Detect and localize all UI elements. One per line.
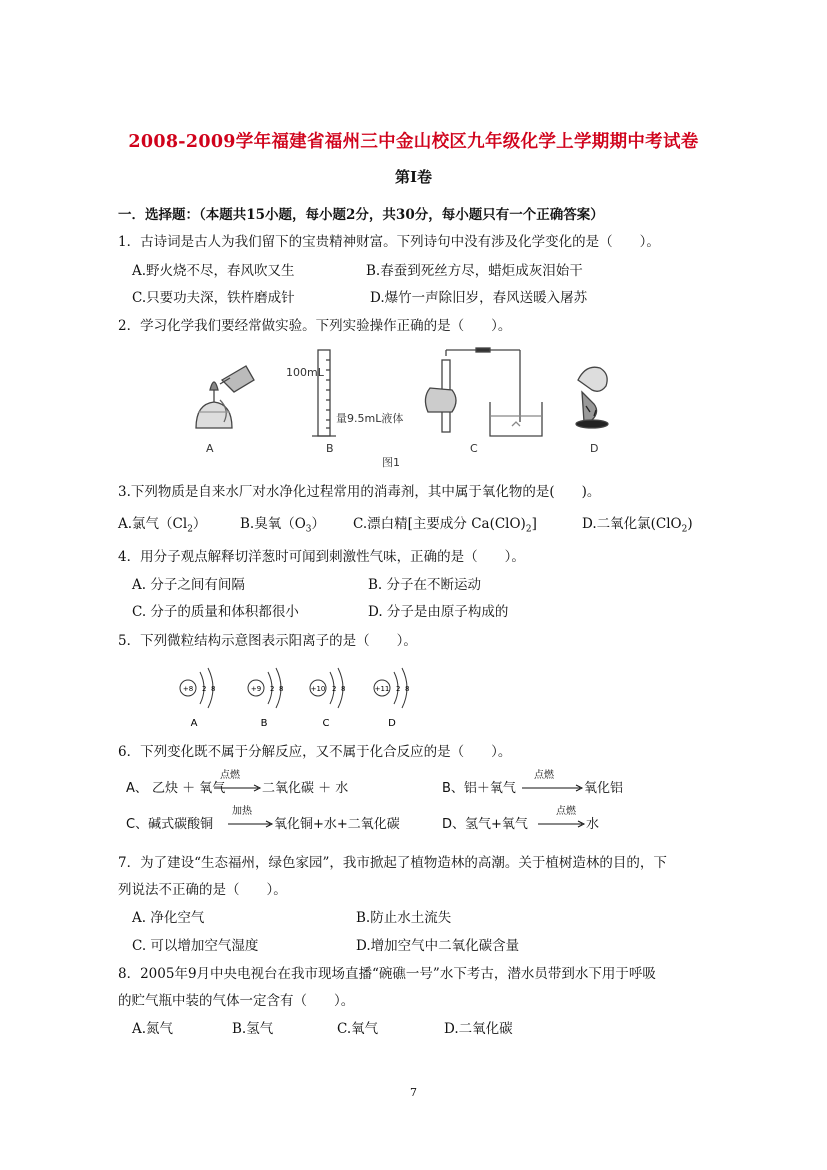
q5-atom-diagrams: [170, 660, 430, 736]
q8-option-b: B.氢气: [232, 1021, 274, 1037]
q6-d-products: 水: [586, 817, 600, 832]
figure-caption: 图1: [382, 456, 400, 469]
atom-diagram-a: [180, 668, 215, 729]
atom-d-shell1: 2: [396, 685, 401, 693]
q8-stem-line1: 8．2005年9月中央电视台在我市现场直播“碗礁一号”水下考古，潜水员带到水下用于呼吸: [118, 966, 656, 982]
q2-stem: 2．学习化学我们要经常做实验。下列实验操作正确的是（ ）。: [118, 318, 512, 334]
q3-b-text: B.臭氧（O: [240, 516, 306, 532]
q6-c-reactants: C、碱式碳酸铜: [126, 817, 214, 832]
atom-d-shell2: 8: [405, 685, 410, 693]
q1-option-a: A.野火烧不尽，春风吹又生: [132, 263, 295, 279]
q3-c-subscript: 2: [525, 524, 532, 535]
volume-heading: 第Ⅰ卷: [394, 168, 433, 186]
q6-stem: 6．下列变化既不属于分解反应，又不属于化合反应的是（ ）。: [118, 744, 512, 760]
fig-label-a: A: [206, 442, 214, 455]
atom-b-nucleus: +9: [250, 685, 262, 693]
atom-diagram-d: [374, 668, 409, 729]
q1-stem: 1．古诗词是古人为我们留下的宝贵精神财富。下列诗句中没有涉及化学变化的是（ ）。: [118, 234, 660, 250]
q6-c-products: 氧化铜+水+二氧化碳: [274, 817, 400, 832]
q7-stem-line1: 7．为了建设“生态福州，绿色家园”，我市掀起了植物造林的高潮。关于植树造林的目的，下: [118, 855, 667, 871]
q6-d-condition: 点燃: [556, 806, 576, 817]
q6-b-products: 氧化铝: [584, 781, 624, 796]
q4-option-d: D. 分子是由原子构成的: [368, 604, 509, 620]
q7-stem-line2: 列说法不正确的是（ ）。: [118, 882, 287, 898]
q3-option-c: [353, 512, 537, 535]
cylinder-note: 量9.5mL液体: [336, 412, 404, 425]
q3-c-text: C.漂白精[主要成分 Ca(ClO): [353, 516, 526, 532]
q7-option-a: A. 净化空气: [132, 910, 205, 926]
atom-c-shell2: 8: [341, 685, 346, 693]
atom-b-shell2: 8: [279, 685, 284, 693]
q5-stem: 5．下列微粒结构示意图表示阳离子的是（ ）。: [118, 633, 417, 649]
exam-title: 2008-2009学年福建省福州三中金山校区九年级化学上学期期中考试卷: [128, 132, 699, 152]
q8-option-a: A.氮气: [132, 1021, 174, 1037]
q3-option-b: [240, 512, 325, 535]
fig-label-b: B: [326, 442, 334, 455]
q2-experiment-figure: [190, 340, 630, 472]
graduated-cylinder-illustration: [312, 350, 336, 436]
gas-tightness-test-illustration: [425, 348, 542, 436]
atom-a-label: A: [190, 718, 198, 729]
q3-stem: 3.下列物质是自来水厂对水净化过程常用的消毒剂，其中属于氧化物的是( )。: [118, 484, 601, 500]
q3-option-a: [118, 512, 206, 535]
q3-d-close: ): [687, 516, 693, 532]
q7-option-b: B.防止水土流失: [356, 910, 452, 926]
q8-option-d: D.二氧化碳: [444, 1021, 513, 1037]
q3-b-subscript: 3: [305, 524, 312, 535]
atom-c-nucleus: +10: [310, 685, 326, 693]
q4-option-b: B. 分子在不断运动: [368, 577, 482, 593]
fig-label-c: C: [470, 442, 478, 455]
q3-b-close: ）: [311, 516, 326, 532]
q6-a-reactants: A、 乙炔 ＋ 氧气: [126, 781, 226, 796]
q3-option-d: [582, 512, 693, 535]
q1-option-c: C.只要功夫深，铁杵磨成针: [132, 290, 295, 306]
atom-c-label: C: [322, 718, 330, 729]
atom-a-nucleus: +8: [182, 685, 194, 693]
q3-c-close: ]: [531, 516, 537, 532]
q1-option-d: D.爆竹一声除旧岁，春风送暖入屠苏: [370, 290, 588, 306]
atom-d-label: D: [388, 718, 396, 729]
q6-d-reactants: D、氢气+氧气: [442, 817, 528, 832]
q6-b-condition: 点燃: [534, 770, 554, 781]
atom-a-shell2: 8: [211, 685, 216, 693]
q6-a-condition: 点燃: [220, 770, 240, 781]
q3-d-text: D.二氧化氯(ClO: [582, 516, 682, 532]
section-heading: 一．选择题：（本题共15小题，每小题2分，共30分，每小题只有一个正确答案）: [118, 207, 604, 223]
page-number: 7: [410, 1086, 417, 1099]
fig-label-d: D: [590, 442, 599, 455]
atom-b-shell1: 2: [270, 685, 275, 693]
q1-option-b: B.春蚕到死丝方尽，蜡炬成灰泪始干: [366, 263, 583, 279]
q3-a-text: A.氯气（Cl: [118, 516, 188, 532]
q8-stem-line2: 的贮气瓶中装的气体一定含有（ ）。: [118, 993, 355, 1009]
atom-diagram-c: [310, 668, 345, 729]
hand-adding-solid-illustration: [576, 367, 608, 428]
cylinder-scale-label: 100mL: [286, 366, 324, 379]
q3-a-subscript: 2: [187, 524, 193, 535]
q4-option-c: C. 分子的质量和体积都很小: [132, 604, 299, 620]
q6-reactions: [120, 764, 640, 838]
q4-stem: 4．用分子观点解释切洋葱时可闻到刺激性气味，正确的是（ ）。: [118, 549, 525, 565]
q3-a-close: ）: [192, 516, 207, 532]
q6-a-products: 二氧化碳 ＋ 水: [262, 781, 349, 796]
q4-option-a: A. 分子之间有间隔: [132, 577, 245, 593]
q3-d-subscript: 2: [681, 524, 688, 535]
q6-c-condition: 加热: [232, 806, 252, 817]
atom-diagram-b: [248, 668, 283, 729]
q7-option-d: D.增加空气中二氧化碳含量: [356, 938, 520, 954]
q6-b-reactants: B、铝＋氧气: [442, 781, 516, 796]
q8-option-c: C.氧气: [337, 1021, 379, 1037]
alcohol-lamp-illustration: [196, 366, 254, 428]
q7-option-c: C. 可以增加空气湿度: [132, 938, 259, 954]
atom-c-shell1: 2: [332, 685, 337, 693]
atom-b-label: B: [260, 718, 268, 729]
atom-a-shell1: 2: [202, 685, 207, 693]
atom-d-nucleus: +11: [374, 685, 390, 693]
